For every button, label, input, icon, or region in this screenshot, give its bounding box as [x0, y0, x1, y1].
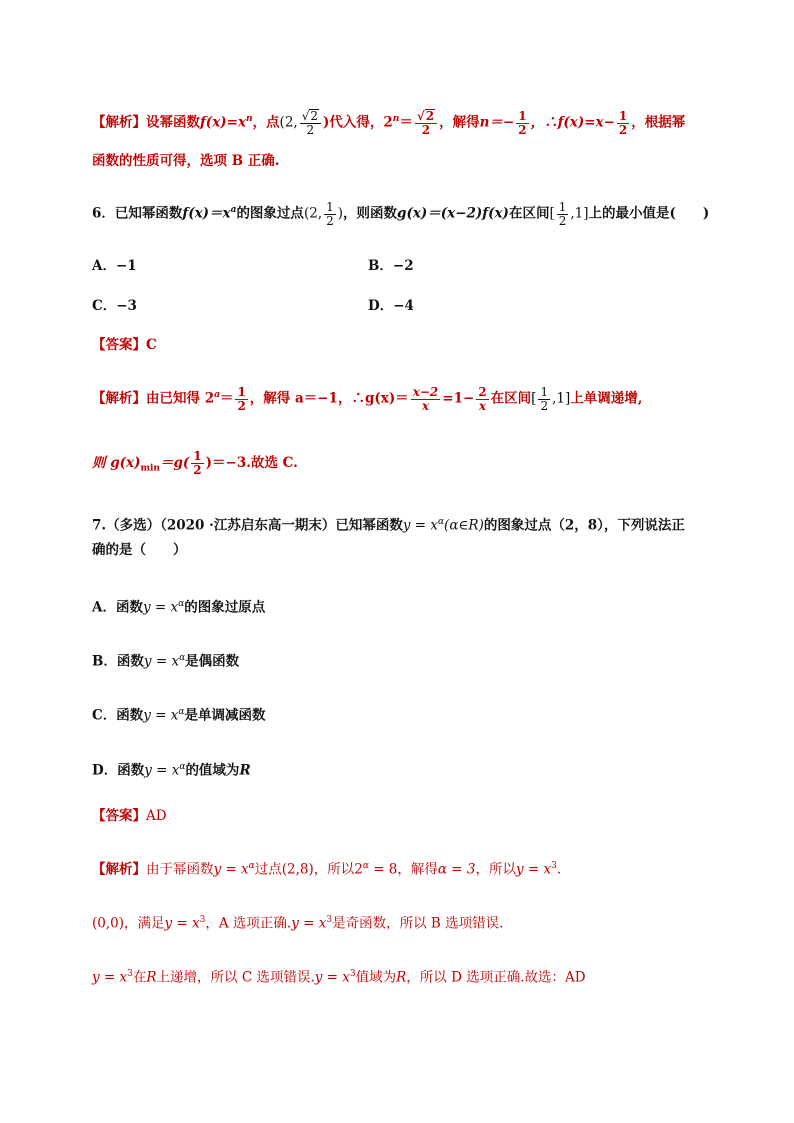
q7-option-b[interactable]: B．函数$y = x^\alpha$是偶函数 [92, 653, 240, 670]
q6-option-a[interactable]: A．−1 [92, 258, 137, 274]
q7-option-c[interactable]: C．函数$y = x^\alpha$是单调减函数 [92, 707, 266, 724]
fraction-sqrt2-over-2-b: $\frac{√2}{2}$ [415, 109, 437, 137]
q5-analysis-line1: 【解析】设幂函数$f(x)=x^n$，点(2, $\frac{√2}{2}$ )代入得，$2^n=$ $\frac{√2}{2}$ ，解得n＝− $\frac{1}{2}$ ，∴f(x)=x− $\frac{1}{2}$ ，根据幂 [92, 108, 686, 137]
q7-stem-line2: 确的是（ ） [92, 542, 187, 558]
q7-stem-line1: 7.（多选）（2020 ·江苏启东高一期末）已知幂函数$y = x^\alpha(\alpha\in R)$的图象过点（2，8），下列说法正 [92, 517, 685, 534]
q7-analysis-line1: 【解析】由于幂函数$y = x^\alpha$过点(2,8)，所以$2^\alpha = 8$，解得α = 3，所以$y = x^3$. [92, 861, 562, 878]
q6-interval-fraction: $\frac{1}{2}$ [558, 199, 567, 228]
q7-option-a[interactable]: A．函数$y = x^\alpha$的图象过原点 [92, 599, 266, 616]
q7-option-d[interactable]: D．函数$y = x^\alpha$的值域为R [92, 762, 251, 779]
q6-option-d[interactable]: D．−4 [368, 298, 414, 314]
q6-analysis-line1: 【解析】由已知得 $2^a=$ $\frac{1}{2}$ ，解得 a＝−1，∴g(x)＝ $\frac{x-2}{x}$ =1− $\frac{2}{x}$ 在区间[ $\frac{1}{2}$ ,1]上单调递增, [92, 384, 643, 413]
q6-analysis-interval-fraction: $\frac{1}{2}$ [540, 384, 549, 413]
q6-point-fraction: $\frac{1}{2}$ [326, 199, 334, 228]
fraction-one-half-b: $\frac{1}{2}$ [618, 108, 628, 137]
fraction-sqrt2-over-2: $\frac{√2}{2}$ [300, 109, 321, 137]
fraction-one-half: $\frac{1}{2}$ [518, 108, 527, 137]
q7-answer: 【答案】AD [92, 808, 167, 824]
q6-g-fraction: $\frac{x-2}{x}$ [412, 384, 439, 413]
q6-option-c[interactable]: C．−3 [92, 298, 137, 314]
q6-stem: 6．已知幂函数$f(x)=x^a$的图象过点(2, $\frac{1}{2}$ )，则函数g(x)＝(x−2)f(x)在区间[ $\frac{1}{2}$ ,1]上的最小值是( ) [92, 199, 710, 228]
q7-analysis-line3: $y = x^3$在R上递增，所以 C 选项错误$.y = x^3$值域为R，所以 D 选项正确.故选：AD [92, 969, 586, 986]
q6-analysis-line2: 则 $g(x)_{min}=g$( $\frac{1}{2}$ )＝−3.故选 C. [92, 449, 298, 477]
q6-analysis-fraction-half: $\frac{1}{2}$ [237, 384, 246, 413]
q7-analysis-line2: (0,0)，满足$y = x^3$，A 选项正确$.y = x^3$是奇函数，所以 B 选项错误. [92, 915, 504, 932]
q6-min-fraction: $\frac{1}{2}$ [193, 449, 202, 477]
q6-answer: 【答案】C [92, 337, 157, 353]
q6-option-b[interactable]: B．−2 [368, 258, 414, 274]
q5-analysis-line2: 函数的性质可得，选项 B 正确. [92, 153, 280, 169]
q6-two-over-x: $\frac{2}{x}$ [478, 384, 487, 413]
